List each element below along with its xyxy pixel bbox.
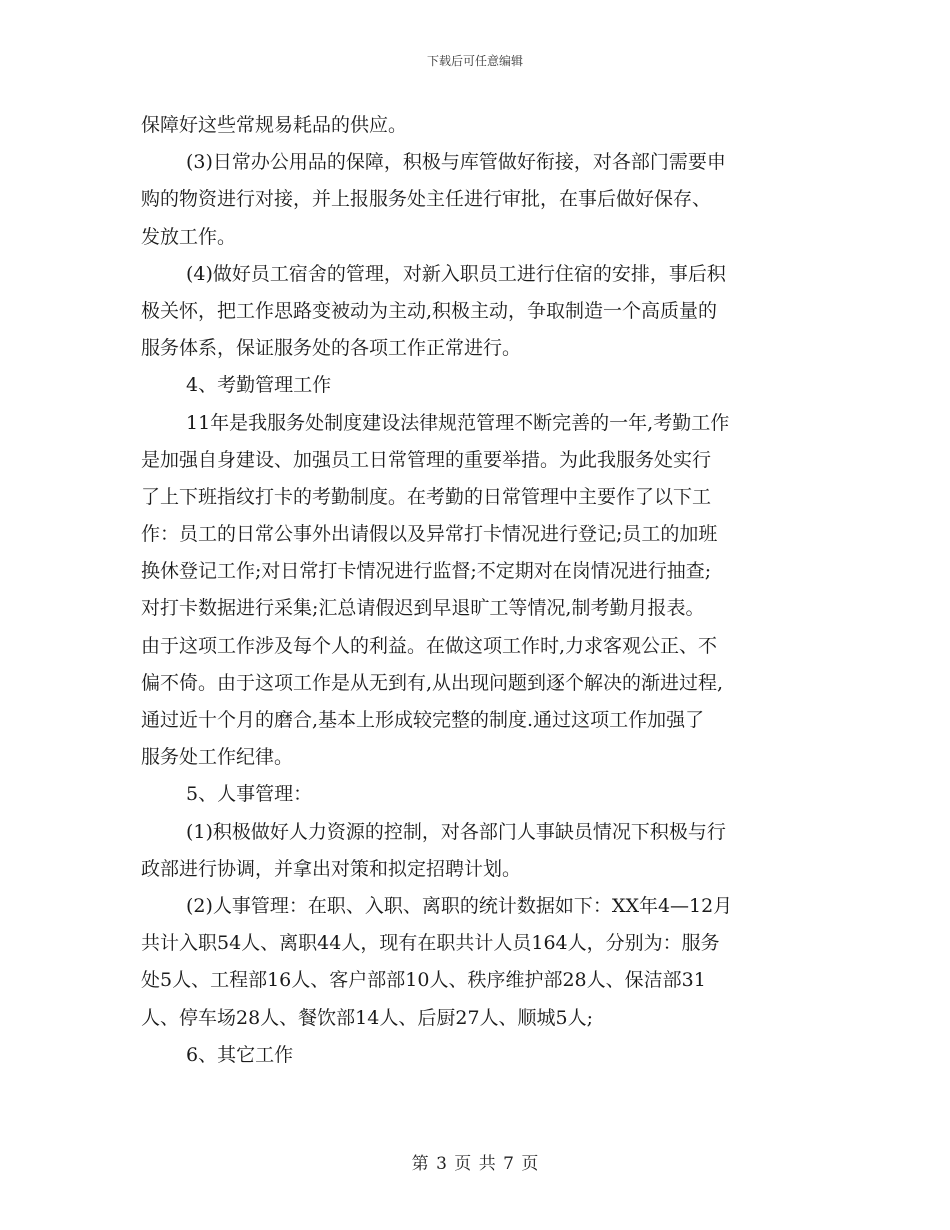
text-line: 共计入职54人、离职44人，现有在职共计人员164人，分别为：服务	[141, 932, 720, 955]
text-line: 换休登记工作;对日常打卡情况进行监督;不定期对在岗情况进行抽查;	[141, 560, 712, 583]
page-number: 第 3 页 共 7 页	[411, 1154, 539, 1174]
text-line: (4)做好员工宿舍的管理，对新入职员工进行住宿的安排，事后积	[186, 262, 726, 285]
document-body	[141, 107, 813, 1074]
text-line: 极关怀，把工作思路变被动为主动,积极主动，争取制造一个高质量的	[141, 299, 718, 322]
text-line: 作：员工的日常公事外出请假以及异常打卡情况进行登记;员工的加班	[141, 523, 718, 546]
section-heading: 5、人事管理：	[186, 783, 313, 806]
section-heading: 6、其它工作	[186, 1043, 294, 1066]
text-line: 是加强自身建设、加强员工日常管理的重要举措。为此我服务处实行	[141, 448, 712, 471]
text-line: 偏不倚。由于这项工作是从无到有,从出现问题到逐个解决的渐进过程,	[141, 671, 724, 694]
text-line: 人、停车场28人、餐饮部14人、后厨27人、顺城5人;	[141, 1006, 594, 1029]
text-line: 发放工作。	[141, 225, 237, 248]
text-line: 通过近十个月的磨合,基本上形成较完整的制度.通过这项工作加强了	[141, 709, 705, 731]
text-line: 11年是我服务处制度建设法律规范管理不断完善的一年,考勤工作	[186, 411, 730, 434]
text-line: 保障好这些常规易耗品的供应。	[141, 114, 408, 136]
text-line: 对打卡数据进行采集;汇总请假迟到早退旷工等情况,制考勤月报表。	[141, 597, 705, 620]
section-heading: 4、考勤管理工作	[186, 374, 332, 397]
text-line: 服务体系，保证服务处的各项工作正常进行。	[141, 337, 522, 360]
text-line: (1)积极做好人力资源的控制，对各部门人事缺员情况下积极与行	[186, 820, 726, 843]
text-line: 由于这项工作涉及每个人的利益。在做这项工作时,力求客观公正、不	[141, 634, 718, 657]
text-line: 购的物资进行对接，并上报服务处主任进行审批，在事后做好保存、	[141, 188, 712, 211]
text-line: (2)人事管理：在职、入职、离职的统计数据如下：XX年4—12月	[186, 894, 733, 917]
text-line: 政部进行协调，并拿出对策和拟定招聘计划。	[141, 857, 522, 880]
text-line: 服务处工作纪律。	[141, 746, 294, 769]
page-header: 下载后可任意编辑	[426, 54, 523, 68]
text-line: (3)日常办公用品的保障，积极与库管做好衔接，对各部门需要申	[186, 151, 726, 174]
text-line: 了上下班指纹打卡的考勤制度。在考勤的日常管理中主要作了以下工	[141, 485, 712, 508]
text-line: 处5人、工程部16人、客户部部10人、秩序维护部28人、保洁部31	[141, 969, 706, 992]
